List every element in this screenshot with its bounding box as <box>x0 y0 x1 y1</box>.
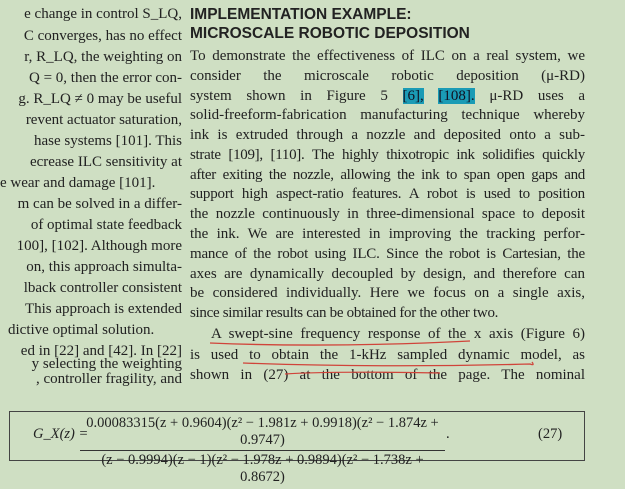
equation-numerator: 0.00083315(z + 0.9604)(z² − 1.981z + 0.9918)(z² − 1.874z + 0.9747) <box>80 415 445 451</box>
section-heading: MICROSCALE ROBOTIC DEPOSITION <box>190 25 470 42</box>
left-text-line: of optimal state feedback <box>30 217 182 233</box>
equation-number: (27) <box>538 426 563 442</box>
body-text-line: be considered individually. Here we focus on a single axis, <box>190 285 585 301</box>
left-text-line: ed in [22] and [42]. In [22] <box>20 343 182 359</box>
body-text-line: axes are dynamically decoupled by design, and therefore can <box>190 266 585 282</box>
body-text: system shown in Figure 5 <box>190 88 388 104</box>
left-text-line: m can be solved in a differ- <box>17 196 182 212</box>
equation-lhs: G_X(z) = <box>33 426 89 442</box>
section-heading: IMPLEMENTATION EXAMPLE: <box>190 6 412 23</box>
body-text-line: strate [109], [110]. The highly thixotropic ink solidifies quickly <box>190 147 585 163</box>
left-text-line: C converges, has no effect <box>23 28 182 44</box>
left-text-line: y selecting the weighting <box>31 356 182 372</box>
body-text-line: A swept-sine frequency response of the x axis (Figure 6) <box>211 326 585 342</box>
body-text-line: after exiting the nozzle, allowing the ink to span open gaps and <box>190 167 585 183</box>
left-text-line: lback controller consistent <box>23 280 182 296</box>
left-text-line: ecrease ILC sensitivity at <box>29 154 182 170</box>
body-text: μ-RD uses a <box>489 88 585 104</box>
left-text-line: g. R_LQ ≠ 0 may be useful <box>18 91 182 107</box>
body-text-line <box>190 87 585 105</box>
body-text-line: ink is extruded through a nozzle and deposited onto a sub- <box>190 127 585 143</box>
left-text-line: dictive optimal solution. <box>8 322 155 338</box>
body-text-line: is used to obtain the 1-kHz sampled dynamic model, as <box>190 347 585 363</box>
left-text-line: r, R_LQ, the weighting on <box>24 49 182 65</box>
left-text-line: e change in control S_LQ, <box>24 6 182 22</box>
body-text-line: solid-freeform-fabrication manufacturing technique whereby <box>190 107 585 123</box>
citation-link-highlighted[interactable]: [6], <box>402 88 424 104</box>
body-text-line: shown in (27) at the bottom of the page. The nominal <box>190 367 585 383</box>
body-text-line: support high aspect-ratio features. A robot is used to position <box>190 186 585 202</box>
left-text-line: 100], [102]. Although more <box>16 238 182 254</box>
equation-fraction <box>80 415 445 486</box>
left-text-line: on, this approach simulta- <box>26 259 182 275</box>
citation-link-highlighted[interactable]: [108]. <box>438 88 475 104</box>
left-text-line: e wear and damage [101]. <box>0 175 156 191</box>
body-text-line: mance of the robot using ILC. Since the robot is Cartesian, the <box>190 246 585 262</box>
body-text-line: consider the microscale robotic deposition (μ-RD) <box>190 68 585 84</box>
left-text-line: revent actuator saturation, <box>25 112 182 128</box>
left-text-line: This approach is extended <box>24 301 182 317</box>
body-text-line: the nozzle continuously in three-dimensional space to deposit <box>190 206 585 222</box>
left-text-line: , controller fragility, and <box>35 371 182 387</box>
body-text-line: since similar results can be obtained for the other two. <box>190 305 499 321</box>
left-text-line: Q = 0, then the error con- <box>29 70 182 86</box>
body-text-line: the ink. We are interested in improving the tracking perfor- <box>190 226 585 242</box>
left-text-line: hase systems [101]. This <box>33 133 182 149</box>
body-text-line: To demonstrate the effectiveness of ILC on a real system, we <box>190 48 585 64</box>
equation-denominator: (z − 0.9994)(z − 1)(z² − 1.978z + 0.9894)(z² − 1.738z + 0.8672) <box>101 452 424 485</box>
equation-period: . <box>446 426 450 442</box>
equation-box <box>9 411 585 485</box>
